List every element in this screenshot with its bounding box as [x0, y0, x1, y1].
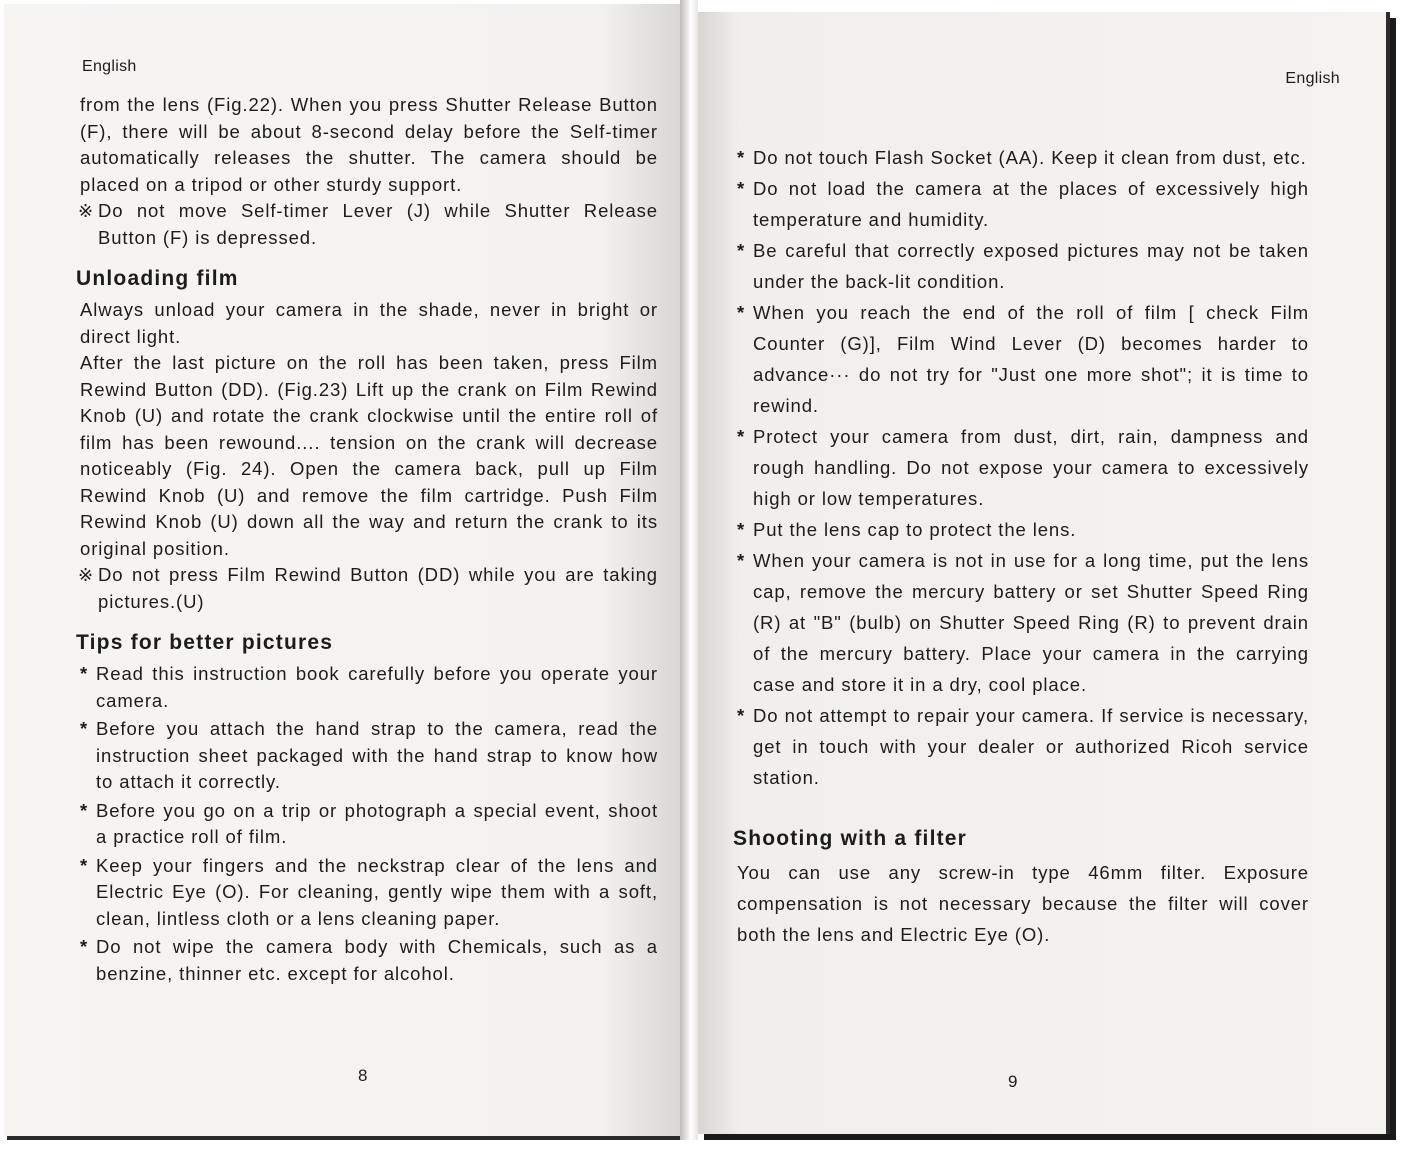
note-mark-icon: ※ [78, 565, 94, 585]
tip-text: Do not wipe the camera body with Chemicals, such as a benzine, thinner etc. except for alcohol. [96, 936, 658, 984]
page-number-right: 9 [1008, 1072, 1018, 1091]
caution-item [737, 421, 1309, 514]
right-page-text [733, 142, 1309, 950]
tip-item [80, 798, 658, 851]
note-text: Do not move Self-timer Lever (J) while Shutter Release Button (F) is depressed. [98, 200, 658, 248]
caution-item [737, 142, 1309, 173]
caution-item [737, 297, 1309, 421]
page-number-left: 8 [358, 1066, 368, 1085]
note-self-timer [80, 198, 658, 251]
caution-text: Do not touch Flash Socket (AA). Keep it clean from dust, etc. [753, 147, 1307, 168]
left-page-text [76, 92, 658, 989]
note-rewind [80, 562, 658, 615]
caution-item [737, 173, 1309, 235]
asterisk-bullet-icon: * [80, 936, 89, 957]
tip-item [80, 934, 658, 987]
tip-item [80, 853, 658, 933]
language-label-right: English [1285, 70, 1340, 87]
asterisk-bullet-icon: * [737, 426, 746, 447]
caution-item [737, 514, 1309, 545]
tip-item [80, 661, 658, 714]
unloading-paragraph-1: Always unload your camera in the shade, never in bright or direct light. [80, 299, 658, 347]
asterisk-bullet-icon: * [737, 178, 746, 199]
filter-heading: Shooting with a filter [733, 827, 968, 850]
caution-text: When you reach the end of the roll of film [ check Film Counter (G)], Film Wind Lever (D) becomes harder to advance··· do not try for "Just one more shot"; it is time to rewind. [753, 302, 1309, 416]
caution-text: Do not attempt to repair your camera. If service is necessary, get in touch with your dealer or authorized Ricoh service station. [753, 705, 1309, 788]
continuation-paragraph: from the lens (Fig.22). When you press Shutter Release Button (F), there will be about 8-second delay before the Self-timer automatically releases the shutter. The camera should be placed on a tripod or other sturdy support. [80, 94, 658, 195]
tip-text: Read this instruction book carefully before you operate your camera. [96, 663, 658, 711]
caution-text: Protect your camera from dust, dirt, rain, dampness and rough handling. Do not expose your camera to excessively high or low temperatures. [753, 426, 1309, 509]
asterisk-bullet-icon: * [737, 147, 746, 168]
asterisk-bullet-icon: * [737, 240, 746, 261]
tip-text: Before you go on a trip or photograph a special event, shoot a practice roll of film. [96, 799, 658, 847]
note-mark-icon: ※ [78, 201, 94, 221]
language-label-left: English [82, 58, 137, 75]
book-gutter [680, 0, 698, 1140]
caution-item [737, 700, 1309, 793]
caution-text: Do not load the camera at the places of excessively high temperature and humidity. [753, 178, 1309, 230]
caution-text: When your camera is not in use for a long time, put the lens cap, remove the mercury battery or set Shutter Speed Ring (R) at "B" (bulb) on Shutter Speed Ring (R) to prevent drain of the mercury battery. Place your camera in the carrying case and store it in a dry, cool place. [753, 550, 1309, 695]
unloading-heading: Unloading film [76, 267, 239, 290]
caution-text: Put the lens cap to protect the lens. [753, 519, 1077, 540]
asterisk-bullet-icon: * [737, 519, 746, 540]
note-text: Do not press Film Rewind Button (DD) while you are taking pictures.(U) [98, 564, 658, 612]
tip-text: Keep your fingers and the neckstrap clear of the lens and Electric Eye (O). For cleaning, gently wipe them with a soft, clean, lintless cloth or a lens cleaning paper. [96, 854, 658, 929]
asterisk-bullet-icon: * [80, 718, 89, 739]
caution-item [737, 545, 1309, 700]
tip-text: Before you attach the hand strap to the camera, read the instruction sheet packaged with the hand strap to know how to attach it correctly. [96, 718, 658, 792]
asterisk-bullet-icon: * [80, 663, 89, 684]
unloading-paragraph-2: After the last picture on the roll has been taken, press Film Rewind Button (DD). (Fig.23) Lift up the crank on Film Rewind Knob (U) and rotate the crank clockwise until the entire roll of film has been rewound.... tension on the crank will decrease noticeably (Fig. 24). Open the camera back, pull up Film Rewind Knob (U) and remove the film cartridge. Push Film Rewind Knob (U) down all the way and return the crank to its original position. [80, 352, 658, 559]
tips-heading: Tips for better pictures [76, 631, 334, 654]
caution-item [737, 235, 1309, 297]
asterisk-bullet-icon: * [737, 705, 746, 726]
tip-item [80, 716, 658, 796]
asterisk-bullet-icon: * [737, 302, 746, 323]
asterisk-bullet-icon: * [80, 854, 89, 876]
caution-text: Be careful that correctly exposed pictures may not be taken under the back-lit condition. [753, 240, 1309, 292]
asterisk-bullet-icon: * [80, 799, 89, 821]
filter-paragraph: You can use any screw-in type 46mm filter. Exposure compensation is not necessary because the filter will cover both the lens and Electric Eye (O). [737, 862, 1309, 945]
asterisk-bullet-icon: * [737, 550, 746, 571]
